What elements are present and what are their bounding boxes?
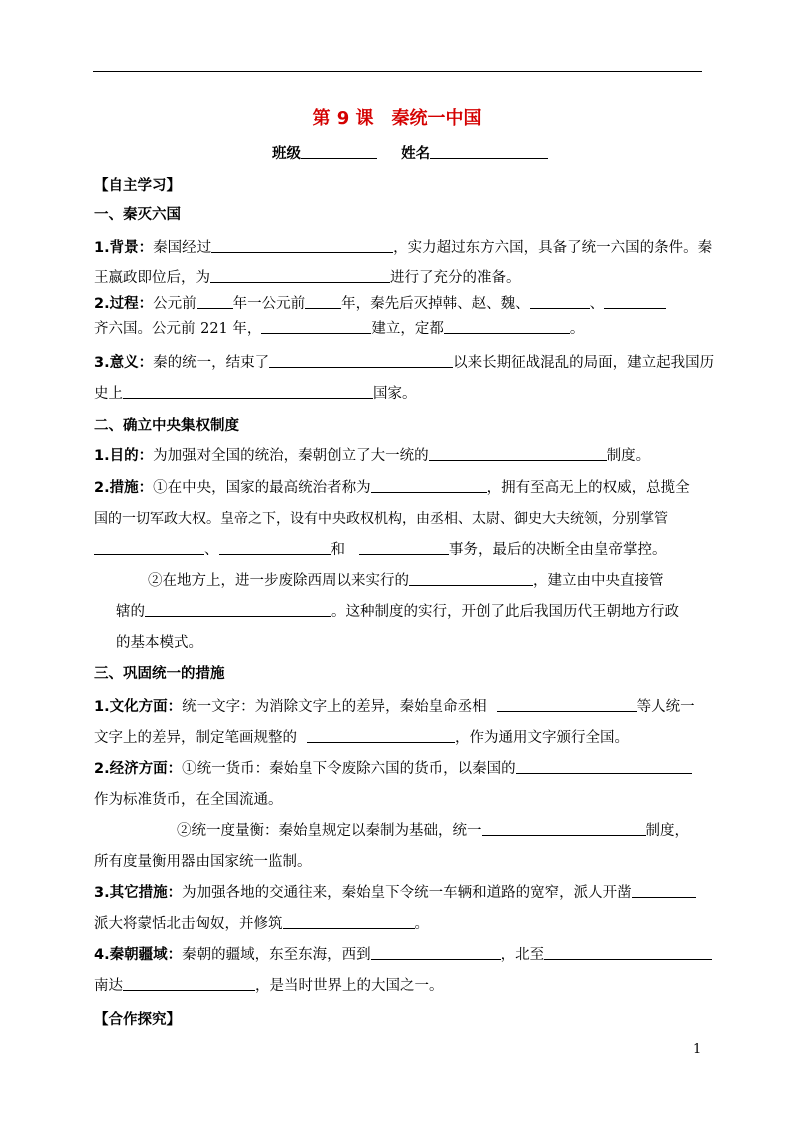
s3-culture-line1: [94, 697, 695, 717]
s3-culture-line2: [94, 728, 629, 748]
text: 统一文字：为消除文字上的差异，秦始皇命丞相: [182, 699, 487, 715]
process-label: 2.过程：: [94, 296, 154, 312]
text: ②统一度量衡：秦始皇规定以秦制为基础，统一: [177, 823, 482, 839]
blank-bg-2[interactable]: [210, 268, 390, 283]
s2-local-line1: [148, 571, 664, 591]
page-title: [0, 104, 794, 130]
s2-measure-line1: [94, 478, 690, 498]
blank-cul-1[interactable]: [497, 697, 637, 712]
text: 事务，最后的决断全由皇帝掌控。: [449, 542, 667, 558]
s3-economy-line1: [94, 759, 692, 779]
class-blank[interactable]: [301, 144, 377, 159]
goal-label: 1.目的：: [94, 448, 154, 464]
s1-significance-line2: [94, 384, 417, 404]
text: 年一公元前: [232, 296, 306, 312]
territory-label: 4.秦朝疆域：: [94, 947, 183, 963]
blank-sig-1[interactable]: [269, 353, 453, 368]
s3-economy-line3: [177, 821, 689, 841]
text: 南达: [94, 978, 123, 994]
text: ，是当时世界上的大国之一。: [255, 978, 444, 994]
blank-cul-2[interactable]: [307, 728, 455, 743]
text: 。: [414, 916, 429, 932]
s1-background-line1: [94, 238, 712, 258]
text: ，实力超过东方六国，具备了统一六国的条件。秦: [393, 240, 713, 256]
name-blank[interactable]: [430, 144, 548, 159]
s1-significance-line1: [94, 353, 714, 373]
text: 文字上的差异，制定笔画规整的: [94, 730, 297, 746]
blank-goal[interactable]: [429, 446, 607, 461]
text: 史上: [94, 386, 123, 402]
blank-meas-2[interactable]: [94, 540, 204, 555]
significance-label: 3.意义：: [94, 355, 154, 371]
text: ，拥有至高无上的权威，总揽全: [486, 480, 690, 496]
s3-economy-line2: 作为标准货币，在全国流通。: [94, 792, 283, 808]
text: ①统一货币：秦始皇下令废除六国的货币，以秦国的: [182, 761, 516, 777]
blank-proc-3[interactable]: [530, 294, 590, 309]
culture-label: 1.文化方面：: [94, 699, 183, 715]
blank-sig-2[interactable]: [123, 384, 373, 399]
text: 、: [204, 542, 219, 558]
s3-economy-line4: 所有度量衡用器由国家统一监制。: [94, 854, 312, 870]
text: 辖的: [116, 604, 145, 620]
text: 为加强各地的交通往来，秦始皇下令统一车辆和道路的宽窄，派人开凿: [182, 885, 632, 901]
text: ，北至: [500, 947, 545, 963]
text: 派大将蒙恬北击匈奴，并修筑: [94, 916, 283, 932]
blank-proc-1[interactable]: [197, 294, 233, 309]
s3-heading: 三、巩固统一的措施: [94, 666, 225, 682]
s1-process-line1: [94, 294, 666, 314]
blank-proc-2[interactable]: [305, 294, 341, 309]
s3-other-line2: [94, 914, 429, 934]
s3-territory-line1: [94, 945, 712, 965]
class-label: 班级: [272, 146, 301, 162]
background-label: 1.背景：: [94, 240, 154, 256]
text: 王嬴政即位后，为: [94, 270, 210, 286]
text: 和: [330, 542, 345, 558]
blank-ter-3[interactable]: [123, 976, 255, 991]
text: 。这种制度的实行，开创了此后我国历代王朝地方行政: [331, 604, 679, 620]
text: 公元前: [153, 296, 197, 312]
text: 。: [569, 321, 585, 337]
text: 国家。: [373, 386, 417, 402]
blank-meas-3[interactable]: [219, 540, 331, 555]
other-label: 3.其它措施：: [94, 885, 183, 901]
text: 秦国经过: [153, 240, 212, 256]
text: 年，秦先后灭掉韩、赵、魏、: [341, 296, 530, 312]
text: ②在地方上，进一步废除西周以来实行的: [148, 573, 409, 589]
s3-territory-line2: [94, 976, 444, 996]
section-self-study: 【自主学习】: [94, 178, 181, 194]
s2-local-line2: [116, 602, 679, 622]
page-number: 1: [693, 1042, 702, 1057]
title-lesson: 第 9 课: [312, 108, 374, 129]
text: 进行了充分的准备。: [390, 270, 521, 286]
student-info-row: [272, 144, 548, 164]
blank-ter-2[interactable]: [544, 945, 712, 960]
s2-measure-line2: 国的一切军政大权。皇帝之下，设有中央政权机构，由丞相、太尉、御史大夫统领，分别掌管: [94, 511, 668, 527]
section-cooperative-inquiry: 【合作探究】: [94, 1012, 181, 1028]
text: 制度。: [606, 448, 651, 464]
economy-label: 2.经济方面：: [94, 761, 183, 777]
s1-heading: 一、秦灭六国: [94, 207, 181, 223]
blank-proc-4[interactable]: [604, 294, 666, 309]
blank-proc-5[interactable]: [261, 319, 371, 334]
text: 建立，定都: [371, 321, 444, 337]
blank-proc-6[interactable]: [444, 319, 570, 334]
blank-local-2[interactable]: [145, 602, 331, 617]
text: 秦朝的疆域，东至东海，西到: [182, 947, 371, 963]
blank-bg-1[interactable]: [211, 238, 393, 253]
measure-label: 2.措施：: [94, 480, 154, 496]
s1-process-line2: [94, 319, 584, 339]
s2-goal-line: [94, 446, 650, 466]
text: 齐六国。公元前 221 年，: [94, 321, 262, 337]
text: 制度，: [645, 823, 689, 839]
header-rule: [93, 71, 702, 72]
text: 、: [589, 296, 605, 312]
blank-oth-1[interactable]: [632, 883, 696, 898]
text: ，作为通用文字颁行全国。: [455, 730, 629, 746]
text: 以来长期征战混乱的局面，建立起我国历: [453, 355, 715, 371]
blank-meas-1[interactable]: [371, 478, 487, 493]
blank-eco-1[interactable]: [516, 759, 692, 774]
title-topic: 秦统一中国: [391, 108, 482, 129]
text: ①在中央，国家的最高统治者称为: [153, 480, 371, 496]
blank-ter-1[interactable]: [371, 945, 501, 960]
text: 秦的统一，结束了: [153, 355, 270, 371]
s2-local-line3: 的基本模式。: [116, 635, 203, 651]
text: ，建立由中央直接管: [533, 573, 664, 589]
s2-heading: 二、确立中央集权制度: [94, 418, 239, 434]
blank-oth-2[interactable]: [283, 914, 415, 929]
blank-eco-2[interactable]: [482, 821, 646, 836]
name-label: 姓名: [401, 146, 431, 162]
blank-local-1[interactable]: [409, 571, 533, 586]
s3-other-line1: [94, 883, 696, 903]
s2-measure-line3: [94, 540, 667, 560]
blank-meas-4[interactable]: [359, 540, 449, 555]
s1-background-line2: [94, 268, 521, 288]
text: 等人统一: [636, 699, 695, 715]
text: 为加强对全国的统治，秦朝创立了大一统的: [153, 448, 429, 464]
